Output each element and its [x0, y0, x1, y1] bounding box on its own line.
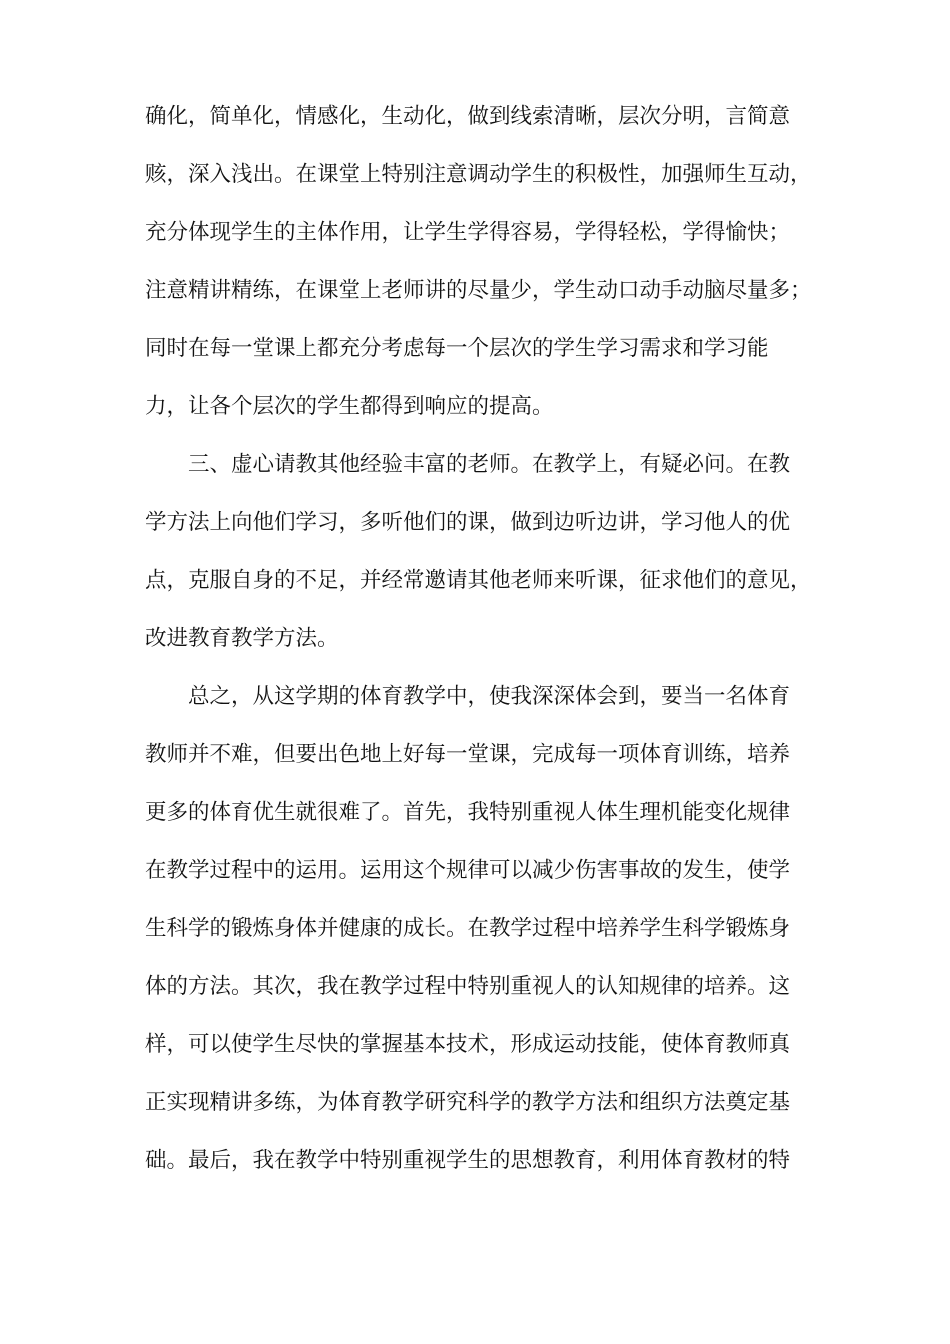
- text-line: 改进教育教学方法。: [145, 626, 339, 651]
- paragraph-1: [145, 88, 820, 436]
- text-line: 体的方法。其次，我在教学过程中特别重视人的认知规律的培养。这: [145, 974, 791, 999]
- text-line: 总之，从这学期的体育教学中，使我深深体会到，要当一名体育: [188, 684, 791, 709]
- text-line: 注意精讲精练，在课堂上老师讲的尽量少，学生动口动手动脑尽量多；: [145, 278, 812, 303]
- text-line: 在教学过程中的运用。运用这个规律可以减少伤害事故的发生，使学: [145, 858, 791, 883]
- text-line: 生科学的锻炼身体并健康的成长。在教学过程中培养学生科学锻炼身: [145, 916, 791, 941]
- text-line: 确化，简单化，情感化，生动化，做到线索清晰，层次分明，言简意: [145, 104, 791, 129]
- text-line: 础。最后，我在教学中特别重视学生的思想教育，利用体育教材的特: [145, 1148, 791, 1173]
- text-line: 教师并不难，但要出色地上好每一堂课，完成每一项体育训练，培养: [145, 742, 791, 767]
- text-line: 样，可以使学生尽快的掌握基本技术，形成运动技能，使体育教师真: [145, 1032, 791, 1057]
- text-line: 充分体现学生的主体作用，让学生学得容易，学得轻松，学得愉快；: [145, 220, 791, 245]
- paragraph-2: [145, 436, 820, 668]
- text-line: 点，克服自身的不足，并经常邀请其他老师来听课，征求他们的意见，: [145, 568, 812, 593]
- text-line: 更多的体育优生就很难了。首先，我特别重视人体生理机能变化规律: [145, 800, 791, 825]
- text-line: 同时在每一堂课上都充分考虑每一个层次的学生学习需求和学习能: [145, 336, 769, 361]
- text-line: 正实现精讲多练，为体育教学研究科学的教学方法和组织方法奠定基: [145, 1090, 791, 1115]
- paragraph-3: [145, 668, 820, 1190]
- text-line: 赅，深入浅出。在课堂上特别注意调动学生的积极性，加强师生互动，: [145, 162, 812, 187]
- text-line: 力，让各个层次的学生都得到响应的提高。: [145, 394, 554, 419]
- text-line: 三、虚心请教其他经验丰富的老师。在教学上，有疑必问。在教: [188, 452, 791, 477]
- text-line: 学方法上向他们学习，多听他们的课，做到边听边讲，学习他人的优: [145, 510, 791, 535]
